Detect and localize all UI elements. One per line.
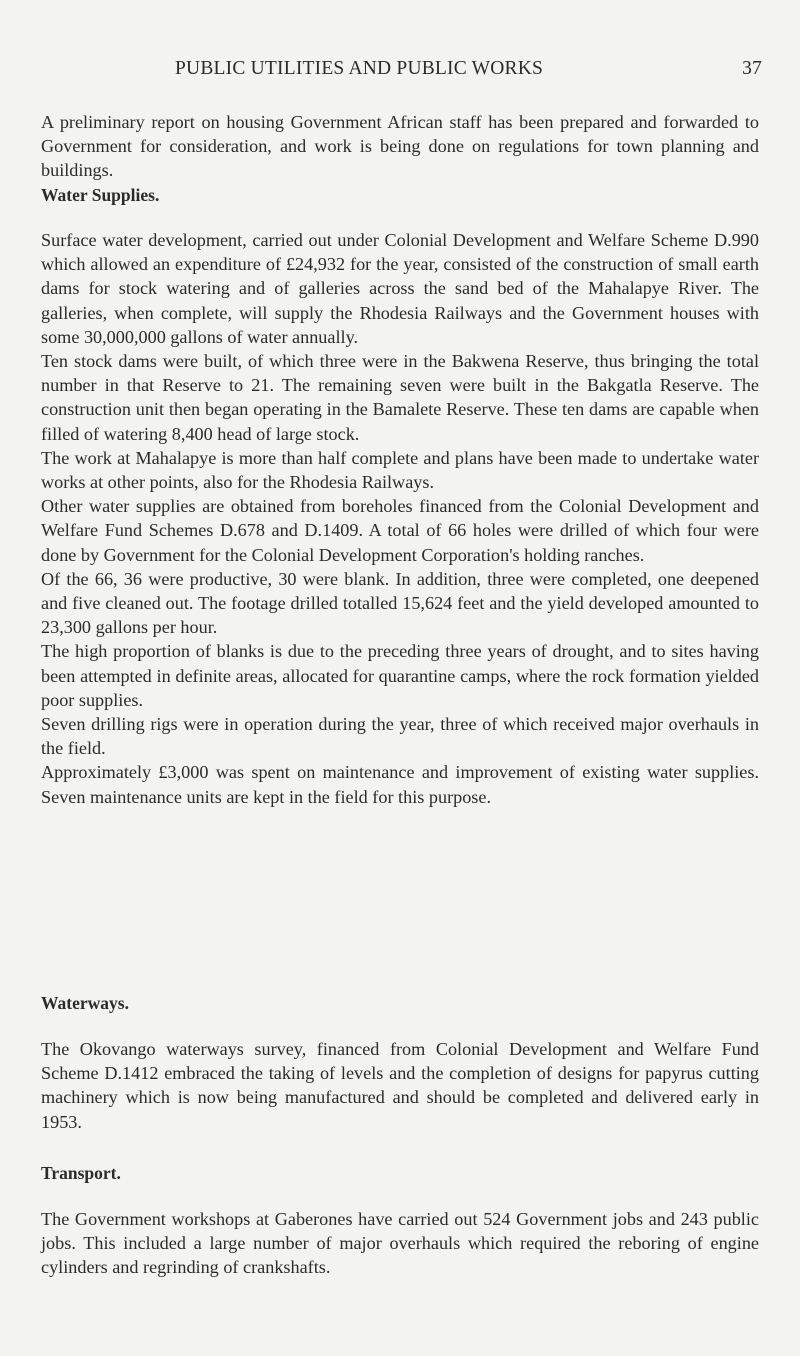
waterways-paragraph: The Okovango waterways survey, financed from Colonial Development and Welfare Fund Scheme D.1412 embraced the taking of levels and the completion of designs for papyrus cutting machinery which is now being manufactured and should be completed and delivered early in 1953. <box>41 1039 759 1132</box>
waterways-section <box>41 1037 759 1134</box>
waterways-heading: Waterways. <box>41 993 129 1013</box>
running-title: PUBLIC UTILITIES AND PUBLIC WORKS <box>175 58 544 79</box>
paragraph: Ten stock dams were built, of which three were in the Bakwena Reserve, thus bringing the total number in that Reserve to 21. The remaining seven were built in the Bakgatla Reserve. The construction unit then began operating in the Bamalete Reserve. These ten dams are capable when filled of watering 8,400 head of large stock. <box>41 351 759 444</box>
transport-heading: Transport. <box>41 1163 121 1183</box>
transport-section <box>41 1207 759 1280</box>
paragraph: Of the 66, 36 were productive, 30 were blank. In addition, three were completed, one deepened and five cleaned out. The footage drilled totalled 15,624 feet and the yield developed amounted to 23,300 gallons per hour. <box>41 568 759 638</box>
paragraph: Surface water development, carried out under Colonial Development and Welfare Scheme D.990 which allowed an expenditure of £24,932 for the year, consisted of the construction of small earth dams for stock watering and of galleries across the sand bed of the Mahalapye River. The galleries, when complete, will supply the Rhodesia Railways and the Government houses with some 30,000,000 gallons of water annually. <box>41 230 759 347</box>
paragraph: Seven drilling rigs were in operation during the year, three of which received major overhauls in the field. <box>41 714 759 759</box>
paragraph: Other water supplies are obtained from boreholes financed from the Colonial Development and Welfare Fund Schemes D.678 and D.1409. A total of 66 holes were drilled of which four were done by Government for the Colonial Development Corporation's holding ranches. <box>41 496 759 565</box>
running-header <box>0 58 800 82</box>
intro-section <box>41 110 759 183</box>
water-supplies-section <box>41 228 759 809</box>
page-number: 37 <box>742 58 762 79</box>
paragraph: The work at Mahalapye is more than half complete and plans have been made to undertake water works at other points, also for the Rhodesia Railways. <box>41 447 759 493</box>
paragraph: The high proportion of blanks is due to the preceding three years of drought, and to sites having been attempted in definite areas, allocated for quarantine camps, where the rock formation yielded poor supplies. <box>41 641 759 710</box>
transport-paragraph: The Government workshops at Gaberones have carried out 524 Government jobs and 243 public jobs. This included a large number of major overhauls which required the reboring of engine cylinders and regrinding of crankshafts. <box>41 1209 759 1278</box>
paragraph: Approximately £3,000 was spent on maintenance and improvement of existing water supplies. Seven maintenance units are kept in the field for this purpose. <box>41 762 759 807</box>
intro-paragraph: A preliminary report on housing Government African staff has been prepared and forwarded to Government for consideration, and work is being done on regulations for town planning and buildings. <box>41 112 759 181</box>
water-supplies-heading: Water Supplies. <box>41 185 160 205</box>
